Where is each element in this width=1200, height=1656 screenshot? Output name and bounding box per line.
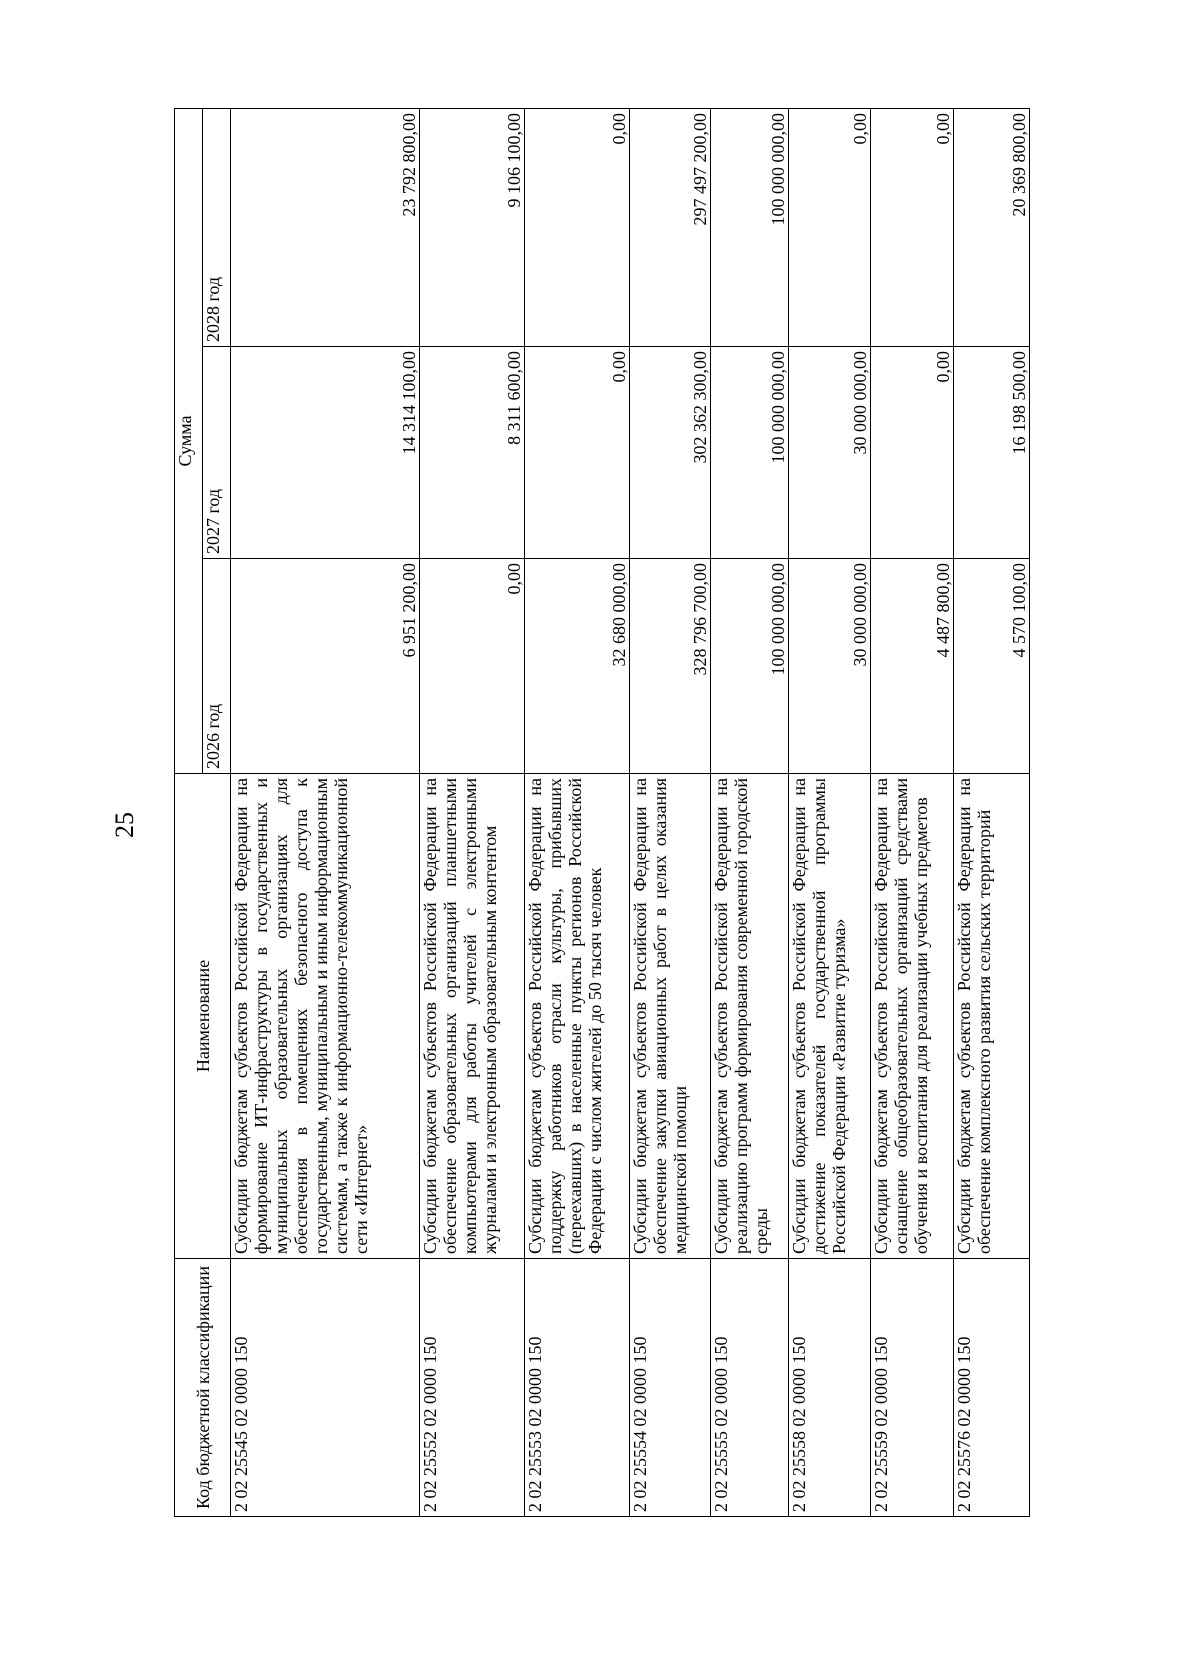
- row-amount-2027: 8 311 600,00: [420, 347, 525, 559]
- row-name: Субсидии бюджетам субъектов Российской Федерации на оснащение общеобразовательных организаций средствами обучения и воспитания для реализации учебных предметов: [871, 774, 954, 1259]
- row-amount-2028: 9 106 100,00: [420, 108, 525, 346]
- row-amount-2027: 0,00: [871, 347, 954, 559]
- table-row: [954, 108, 1030, 1516]
- row-amount-2026: 32 680 000,00: [525, 559, 630, 774]
- row-amount-2027: 16 198 500,00: [954, 347, 1030, 559]
- row-amount-2026: 30 000 000,00: [789, 559, 871, 774]
- row-amount-2026: 4 570 100,00: [954, 559, 1030, 774]
- header-year-2026: 2026 год: [203, 559, 231, 774]
- row-name: Субсидии бюджетам субъектов Российской Федерации на реализацию программ формирования современной городской среды: [711, 774, 789, 1259]
- row-amount-2026: 6 951 200,00: [231, 559, 420, 774]
- row-amount-2026: 100 000 000,00: [711, 559, 789, 774]
- table-row: [630, 108, 711, 1516]
- row-code: 2 02 25576 02 0000 150: [954, 1259, 1030, 1517]
- table-row: [789, 108, 871, 1516]
- header-year-2027: 2027 год: [203, 347, 231, 559]
- row-amount-2028: 0,00: [871, 108, 954, 346]
- row-code: 2 02 25555 02 0000 150: [711, 1259, 789, 1517]
- row-code: 2 02 25545 02 0000 150: [231, 1259, 420, 1517]
- row-code: 2 02 25553 02 0000 150: [525, 1259, 630, 1517]
- row-amount-2026: 0,00: [420, 559, 525, 774]
- row-amount-2028: 297 497 200,00: [630, 108, 711, 346]
- row-name: Субсидии бюджетам субъектов Российской Федерации на поддержку работников отрасли культуры, прибывших (переехавших) в населенные пункты регионов Российской Федерации с числом жителей до 50 тысяч человек: [525, 774, 630, 1259]
- row-code: 2 02 25558 02 0000 150: [789, 1259, 871, 1517]
- row-amount-2027: 30 000 000,00: [789, 347, 871, 559]
- rotated-table-container: [174, 109, 1029, 1517]
- row-name: Субсидии бюджетам субъектов Российской Федерации на формирование ИТ-инфраструктуры в государственных и муниципальных образовательных организациях для обеспечения в помещениях безопасного доступа к государственным, муниципальным и иным информационным системам, а также к информационно-телекоммуникационной сети «Интернет»: [231, 774, 420, 1259]
- row-amount-2028: 23 792 800,00: [231, 108, 420, 346]
- header-name: Наименование: [175, 774, 231, 1259]
- table-row: [231, 108, 420, 1516]
- table-row: [871, 108, 954, 1516]
- row-amount-2028: 0,00: [789, 108, 871, 346]
- row-code: 2 02 25554 02 0000 150: [630, 1259, 711, 1517]
- table-row: [525, 108, 630, 1516]
- row-amount-2027: 14 314 100,00: [231, 347, 420, 559]
- row-code: 2 02 25559 02 0000 150: [871, 1259, 954, 1517]
- row-name: Субсидии бюджетам субъектов Российской Федерации на достижение показателей государственной программы Российской Федерации «Развитие туризма»: [789, 774, 871, 1259]
- row-amount-2026: 328 796 700,00: [630, 559, 711, 774]
- row-amount-2028: 20 369 800,00: [954, 108, 1030, 346]
- row-name: Субсидии бюджетам субъектов Российской Федерации на обеспечение комплексного развития сельских территорий: [954, 774, 1030, 1259]
- table-row: [420, 108, 525, 1516]
- header-year-2028: 2028 год: [203, 108, 231, 346]
- row-name: Субсидии бюджетам субъектов Российской Федерации на обеспечение закупки авиационных работ в целях оказания медицинской помощи: [630, 774, 711, 1259]
- header-code: Код бюджетной классификации: [175, 1259, 231, 1517]
- row-amount-2027: 100 000 000,00: [711, 347, 789, 559]
- row-code: 2 02 25552 02 0000 150: [420, 1259, 525, 1517]
- row-amount-2026: 4 487 800,00: [871, 559, 954, 774]
- header-sum: Сумма: [175, 108, 203, 773]
- row-amount-2027: 0,00: [525, 347, 630, 559]
- table-row: [711, 108, 789, 1516]
- row-amount-2028: 100 000 000,00: [711, 108, 789, 346]
- row-name: Субсидии бюджетам субъектов Российской Федерации на обеспечение образовательных организаций планшетными компьютерами для работы учителей с электронными журналами и электронным образовательным контентом: [420, 774, 525, 1259]
- row-amount-2028: 0,00: [525, 108, 630, 346]
- page-number: 25: [110, 812, 139, 838]
- budget-table: [174, 108, 1030, 1517]
- row-amount-2027: 302 362 300,00: [630, 347, 711, 559]
